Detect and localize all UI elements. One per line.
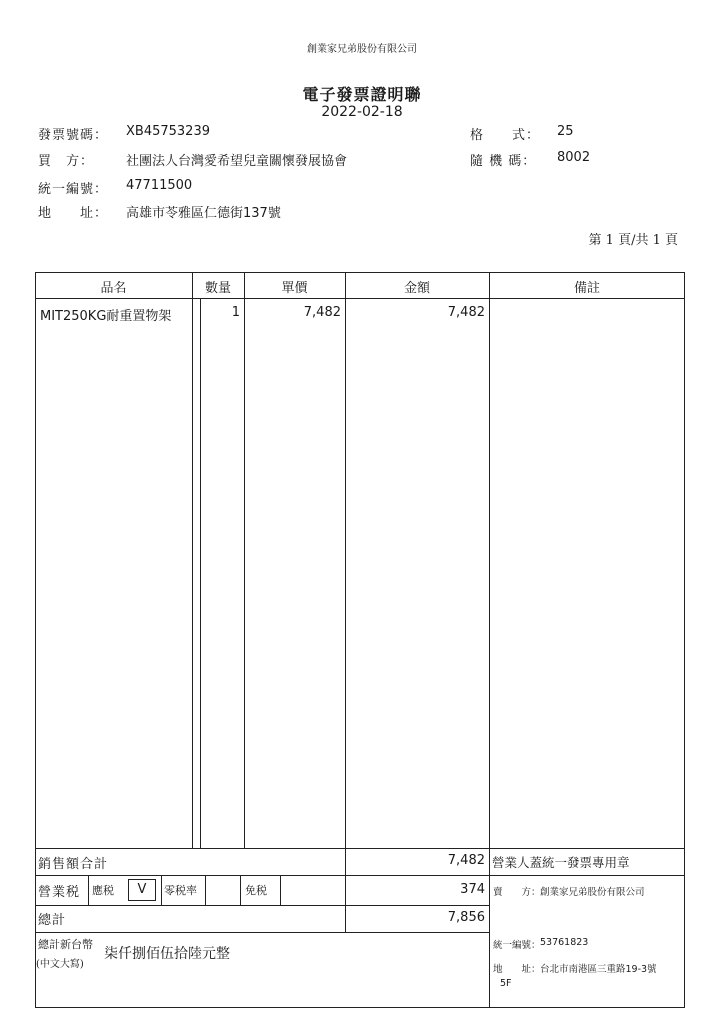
- zero-rate-label: 零税率: [164, 884, 197, 897]
- buyer-name: 社團法人台灣愛希望兒童關懷發展協會: [126, 154, 348, 169]
- tax-label: 營業税: [38, 885, 81, 900]
- item-amount: 7,482: [447, 305, 485, 320]
- tax-divider-5: [280, 875, 281, 905]
- col-divider-double: [200, 298, 201, 848]
- sales-total-label: 銷售額合計: [38, 857, 109, 872]
- seller-tax-id: 53761823: [540, 937, 589, 948]
- tax-id-label: 統一編號：: [38, 182, 109, 197]
- seller-address-line2: 5F: [500, 978, 512, 989]
- address-label: 地 址：: [38, 206, 109, 221]
- col-header-name: 品名: [100, 281, 127, 296]
- exempt-label: 免税: [245, 884, 267, 897]
- col-header-notes: 備註: [573, 281, 600, 296]
- total-row-divider: [35, 932, 490, 933]
- items-bottom-divider: [35, 848, 685, 849]
- col-header-qty: 數量: [204, 281, 231, 296]
- tax-divider-3: [205, 875, 206, 905]
- item-qty: 1: [231, 305, 240, 320]
- tax-amount: 374: [460, 882, 485, 897]
- sales-total: 7,482: [447, 853, 485, 868]
- taxable-check-mark: V: [137, 882, 147, 897]
- col-divider-price-amount: [345, 272, 346, 932]
- seller-address-label: 地 址：: [493, 964, 541, 975]
- item-name: MIT250KG耐重置物架: [40, 309, 172, 324]
- seller-name: 創業家兄弟股份有限公司: [540, 887, 645, 898]
- invoice-date: 2022-02-18: [321, 104, 403, 120]
- seal-label: 營業人蓋統一發票專用章: [492, 855, 630, 870]
- sales-total-divider: [35, 875, 685, 876]
- total-words-label: 總計新台幣: [38, 938, 93, 951]
- grand-total: 7,856: [447, 910, 485, 925]
- seller-tax-id-label: 統一編號：: [493, 940, 541, 951]
- invoice-no: XB45753239: [126, 124, 210, 139]
- random-code-label: 隨 機 碼：: [470, 154, 537, 169]
- tax-divider-1: [88, 875, 89, 905]
- col-header-unit-price: 單價: [281, 281, 308, 296]
- seller-label: 賣 方：: [493, 887, 541, 898]
- header-row-divider: [35, 298, 685, 299]
- total-in-words: 柒仟捌佰伍拾陸元整: [104, 946, 230, 962]
- tax-divider-2: [161, 875, 162, 905]
- total-label: 總計: [38, 913, 67, 928]
- format-value: 25: [557, 124, 574, 139]
- random-code: 8002: [557, 150, 591, 165]
- invoice-no-label: 發票號碼：: [38, 128, 109, 143]
- seller-address-line1: 台北市南港區三重路19-3號: [540, 964, 657, 975]
- taxable-label: 應税: [92, 884, 114, 897]
- buyer-label: 買 方：: [38, 154, 95, 169]
- buyer-tax-id: 47711500: [126, 178, 193, 193]
- col-divider-amount-notes: [489, 272, 490, 1008]
- col-header-amount: 金額: [403, 281, 430, 296]
- seller-company-heading: 創業家兄弟股份有限公司: [307, 44, 417, 55]
- col-divider-name-qty: [192, 272, 193, 848]
- total-words-sublabel: (中文大寫): [36, 959, 84, 970]
- document-title: 電子發票證明聯: [302, 85, 422, 104]
- format-label: 格 式：: [470, 128, 541, 143]
- item-unit-price: 7,482: [303, 305, 341, 320]
- buyer-address: 高雄市苓雅區仁德街137號: [126, 206, 281, 221]
- tax-divider-4: [240, 875, 241, 905]
- col-divider-qty-price: [244, 272, 245, 848]
- page-info: 第 1 頁/共 1 頁: [588, 233, 678, 248]
- tax-row-divider: [35, 905, 490, 906]
